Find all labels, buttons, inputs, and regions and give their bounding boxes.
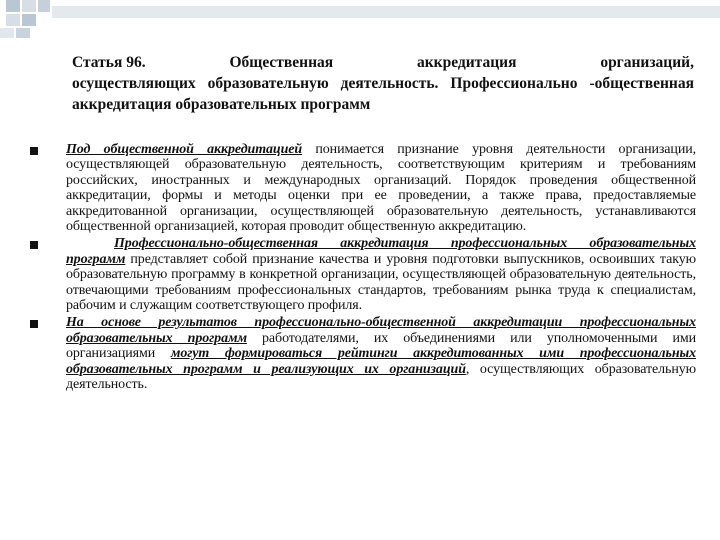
body-text: понимается признание уровня деятельности организации, осуществляющей образовательную деятельность, соответствующим критериям и требованиям российских, иностранных и международных организаций. Порядок проведения общественной аккредитации, формы и методы оценки при ее проведении, а также права, предоставляемые аккредитованной организации, осуществляющей образовательную деятельность, устанавливаются общественной организацией, которая проводит общественную аккредитацию. bbox=[66, 142, 697, 235]
emphasis-text: Под общественной аккредитацией bbox=[66, 142, 303, 157]
title-rest: осуществляющих образовательную деятельность. Профессионально -общественная аккредитация образовательных программ bbox=[72, 75, 694, 113]
body-text: работодателями, их объединениями или уполномоченными ими организациями bbox=[66, 330, 696, 362]
emphasis-text: На основе результатов профессионально-общественной аккредитации профессиональных образовательных программ bbox=[66, 315, 696, 346]
list-item bbox=[30, 142, 696, 234]
body-text: , осуществляющих образовательную деятельность. bbox=[66, 361, 696, 393]
emphasis-text: могут формироваться рейтинги аккредитованных ими профессиональных образовательных программ и реализующих их организаций bbox=[66, 346, 697, 377]
page-title bbox=[72, 52, 694, 115]
title-word: организаций, bbox=[600, 54, 694, 71]
square-bullet-icon bbox=[30, 147, 38, 155]
bullet-list bbox=[30, 142, 696, 395]
decorative-squares bbox=[0, 0, 720, 40]
paragraph bbox=[66, 236, 696, 313]
emphasis-text: Профессионально-общественная аккредитация профессиональных образовательных программ bbox=[66, 236, 696, 267]
paragraph bbox=[66, 142, 696, 234]
title-line-1 bbox=[72, 52, 694, 73]
list-item bbox=[30, 315, 696, 392]
square-bullet-icon bbox=[30, 241, 38, 249]
title-word: Статья 96. bbox=[72, 54, 146, 71]
square-bullet-icon bbox=[30, 320, 38, 328]
body-text: представляет собой признание качества и уровня подготовки выпускников, освоивших такую образовательную программу в конкретной организации, осуществляющей образовательную деятельность, отвечающими требованиям профессиональных стандартов, требованиям рынка труда к специалистам, рабочим и служащим соответствующего профиля. bbox=[66, 251, 696, 314]
paragraph bbox=[66, 315, 696, 392]
list-item bbox=[30, 236, 696, 313]
title-word: аккредитация bbox=[416, 54, 517, 71]
title-word: Общественная bbox=[229, 54, 334, 71]
